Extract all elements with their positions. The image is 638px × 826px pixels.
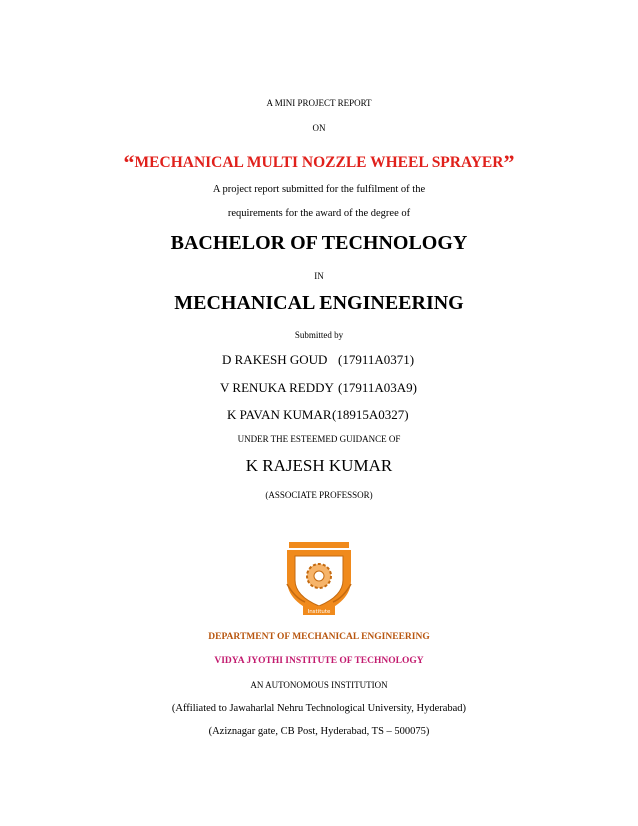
guide-name: K RAJESH KUMAR xyxy=(245,456,393,475)
student-name: K PAVAN KUMAR xyxy=(227,407,332,422)
title-open-quote: “ xyxy=(123,150,135,175)
logo-gear-center xyxy=(314,571,324,581)
title-text: MECHANICAL MULTI NOZZLE WHEEL SPRAYER xyxy=(134,154,504,171)
submission-line-2: requirements for the award of the degree of xyxy=(227,208,411,219)
student-name: D RAKESH GOUD xyxy=(222,352,328,367)
guide-designation: (ASSOCIATE PROFESSOR) xyxy=(265,490,373,500)
student-name: V RENUKA REDDY xyxy=(220,380,334,395)
logo-ribbon-text: Institute xyxy=(307,609,331,615)
title-close-quote: ” xyxy=(503,150,515,175)
department-name: DEPARTMENT OF MECHANICAL ENGINEERING xyxy=(208,632,430,642)
student-roll: (18915A0327) xyxy=(332,407,409,422)
project-title xyxy=(0,150,638,176)
guidance-label: UNDER THE ESTEEMED GUIDANCE OF xyxy=(237,434,401,444)
on-label: ON xyxy=(312,123,326,133)
institute-logo xyxy=(281,540,357,622)
in-label: IN xyxy=(314,271,324,281)
affiliation-line: (Affiliated to Jawaharlal Nehru Technological University, Hyderabad) xyxy=(171,703,467,714)
institution-status: AN AUTONOMOUS INSTITUTION xyxy=(250,680,388,690)
branch-title: MECHANICAL ENGINEERING xyxy=(174,292,464,314)
student-roll: (17911A03A9) xyxy=(338,380,417,395)
submission-line-1: A project report submitted for the fulfilment of the xyxy=(212,184,426,195)
report-heading: A MINI PROJECT REPORT xyxy=(266,98,372,108)
student-roll: (17911A0371) xyxy=(338,352,415,367)
submitted-by-label: Submitted by xyxy=(294,330,344,340)
logo-top-bar xyxy=(289,542,349,548)
degree-title: BACHELOR OF TECHNOLOGY xyxy=(170,232,468,254)
address-line: (Aziznagar gate, CB Post, Hyderabad, TS – 500075) xyxy=(208,726,430,737)
college-name: VIDYA JYOTHI INSTITUTE OF TECHNOLOGY xyxy=(214,656,424,666)
